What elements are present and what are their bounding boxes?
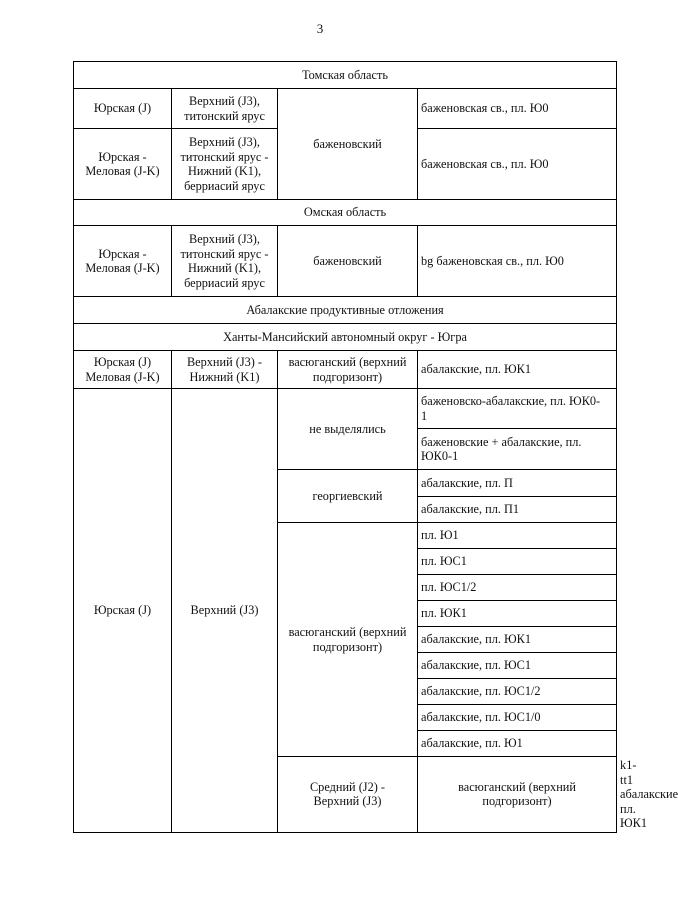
object-cell: пл. ЮС1/2 [418,575,617,601]
object-cell: абалакские, пл. ЮС1 [418,653,617,679]
object-cell: баженовская св., пл. Ю0 [418,89,617,129]
section-header-abalak: Абалакские продуктивные отложения [74,297,617,324]
object-cell: баженовская св., пл. Ю0 [418,129,617,200]
horizon-cell: васюганский (верхний подгоризонт) [278,351,418,389]
object-cell: баженовские + абалакские, пл. ЮК0-1 [418,429,617,470]
stage-cell: Верхний (J3), титонский ярус - Нижний (K1), берриасий ярус [172,129,278,200]
object-cell: абалакские, пл. П1 [418,497,617,523]
stage-cell: Средний (J2) - Верхний (J3) [278,757,418,833]
horizon-cell: баженовский [278,226,418,297]
stage-cell: Верхний (J3) [172,389,278,833]
system-cell: Юрская (J) Меловая (J-K) [74,351,172,389]
system-cell: Юрская - Меловая (J-K) [74,129,172,200]
section-header-omsk: Омская область [74,200,617,226]
section-header-tomsk: Томская область [74,62,617,89]
object-cell: абалакские, пл. ЮК1 [418,351,617,389]
object-cell: абалакские, пл. ЮС1/2 [418,679,617,705]
object-cell: абалакские, пл. ЮС1/0 [418,705,617,731]
system-cell: Юрская - Меловая (J-K) [74,226,172,297]
system-cell: Юрская (J) [74,389,172,833]
object-cell: абалакские, пл. П [418,470,617,497]
object-cell: абалакские, пл. ЮК1 [418,627,617,653]
object-cell: баженовско-абалакские, пл. ЮК0- 1 [418,389,617,429]
horizon-cell: георгиевский [278,470,418,523]
horizon-cell: баженовский [278,89,418,200]
horizon-cell: васюганский (верхний подгоризонт) [418,757,617,833]
object-cell: абалакские, пл. Ю1 [418,731,617,757]
stage-cell: Верхний (J3) - Нижний (K1) [172,351,278,389]
stage-cell: Верхний (J3), титонский ярус [172,89,278,129]
stage-cell: Верхний (J3), титонский ярус - Нижний (K1), берриасий ярус [172,226,278,297]
page-number: 3 [316,21,324,36]
object-cell: bg баженовская св., пл. Ю0 [418,226,617,297]
system-cell: Юрская (J) [74,89,172,129]
object-cell: пл. Ю1 [418,523,617,549]
object-cell: пл. ЮС1 [418,549,617,575]
section-header-khmao: Ханты-Мансийский автономный округ - Югра [74,324,617,351]
horizon-cell: не выделялись [278,389,418,470]
stratigraphy-table: Томская область Юрская (J) Верхний (J3), титонский ярус баженовский баженовская св., пл. Ю0 Юрская - Меловая (J-K) Верхний (J3), титонский ярус - Нижний (K1), берриасий ярус баженовская св., пл. Ю0 Омская область Юрская - Меловая (J-K) Верхний (J3), титонский ярус - Нижний (K1), берриасий ярус баженовский bg баженовская св., пл. Ю0 Абалакские продуктивные отложения Ханты-Мансийский автономный округ - Югра Юрская (J) Меловая (J-K) Верхний (J3) - Нижний (K1) васюганский (верхний подгоризонт) абалакские, пл. ЮК1 Юрская (J) Верхний (J3) не выделялись баженовско-абалакские, пл. ЮК0- 1 баженовские + абалакские, пл. ЮК0-1 георгиевский абалакские, пл. П абалакские, пл. П1 васюганский (верхний подгоризонт) пл. Ю1 пл. ЮС1 пл. ЮС1/2 пл. ЮК1 абалакские, пл. ЮК1 абалакские, пл. ЮС1 абалакские, пл. ЮС1/2 абалакские, пл. ЮС1/0 абалакские, пл. Ю1 Средний (J2) - Верхний (J3) васюганский (верхний подгоризонт) k1-tt1 абалакские пл. ЮК1 [73,61,617,833]
object-cell: пл. ЮК1 [418,601,617,627]
horizon-cell: васюганский (верхний подгоризонт) [278,523,418,757]
